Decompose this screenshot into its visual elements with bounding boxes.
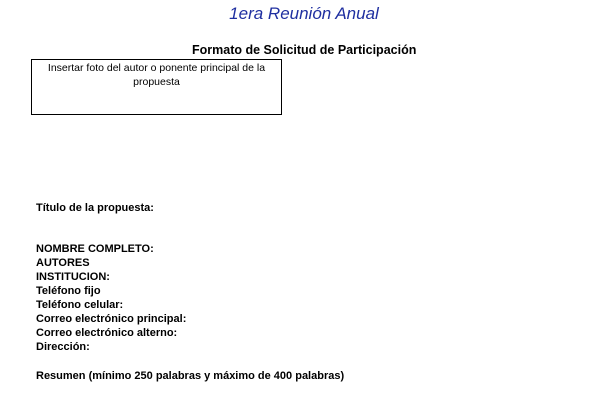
proposal-title-label: Título de la propuesta: [36,202,154,214]
author-photo-placeholder [31,59,282,115]
field-authors: AUTORES [36,257,90,269]
field-institution: INSTITUCION: [36,271,110,283]
document-title: 1era Reunión Anual [229,4,379,23]
field-alternate-email: Correo electrónico alterno: [36,327,178,339]
photo-placeholder-text: Insertar foto del autor o ponente principal de la propuesta [47,62,266,88]
field-full-name: NOMBRE COMPLETO: [36,243,154,255]
field-mobile-phone: Teléfono celular: [36,299,124,311]
summary-label: Resumen (mínimo 250 palabras y máximo de 400 palabras) [36,370,345,382]
field-address: Dirección: [36,341,90,353]
form-heading: Formato de Solicitud de Participación [192,43,417,57]
field-primary-email: Correo electrónico principal: [36,313,187,325]
field-landline-phone: Teléfono fijo [36,285,101,297]
